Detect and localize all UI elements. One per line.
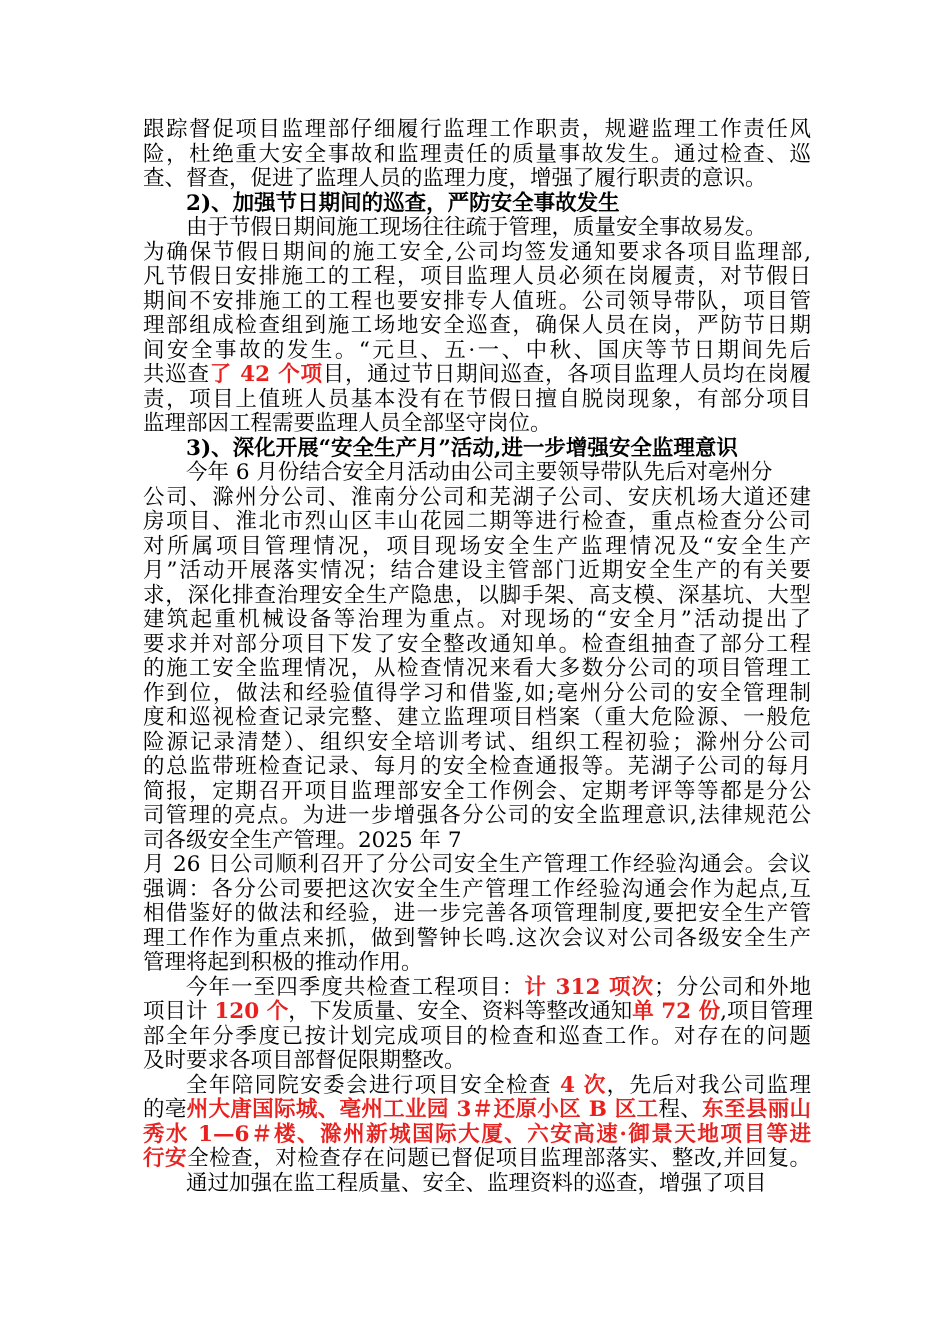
text-line: 求，深化排查治理安全生产隐患，以脚手架、高支模、深基坑、大型 [143, 582, 811, 608]
text-line: 简报，定期召开项目监理部安全工作例会、定期考评等等都是分公 [143, 778, 811, 804]
section-heading: 2)、加强节日期间的巡查，严防安全事故发生 [186, 190, 620, 216]
text-line: 查、督查，促进了监理人员的监理力度，增强了履行职责的意识。 [143, 166, 767, 191]
text-line: 理部组成检查组到施工场地安全巡查，确保人员在岗，严防节日期 [143, 313, 811, 338]
text-line: 理工作作为重点来抓，做到警钟长鸣.这次会议对公司各级安全生产 [143, 925, 811, 951]
text-line: 凡节假日安排施工的工程，项目监理人员必须在岗履责，对节假日 [143, 264, 811, 289]
text-line: 为确保节假日期间的施工安全,公司均签发通知要求各项目监理部, [143, 239, 811, 265]
highlight-text: 计 312 项次 [524, 974, 655, 1000]
text-line: 公司、滁州分公司、淮南分公司和芜湖子公司、安庆机场大道还建 [143, 484, 811, 510]
text-run: 项目计 [143, 999, 215, 1024]
text-line: 期间不安排施工的工程也要安排专人值班。公司领导带队，项目管 [143, 288, 811, 314]
text-run: 今年一至四季度共检查工程项目： [186, 974, 525, 1000]
text-line: 要求并对部分项目下发了安全整改通知单。检查组抽查了部分工程 [143, 631, 811, 657]
text-line: 度和巡视检查记录完整、建立监理项目档案（重大危险源、一般危 [143, 705, 811, 730]
text-line: 月 26 日公司顺利召开了分公司安全生产管理工作经验沟通会。会议 [143, 852, 811, 877]
text-run: 程、 [658, 1097, 703, 1122]
text-run: 目，通过节日期间巡查，各项目监理人员均在岗履 [322, 362, 811, 387]
text-line: 强调：各分公司要把这次安全生产管理工作经验沟通会作为起点,互 [143, 876, 811, 902]
highlight-text: 单 72 份 [632, 999, 721, 1024]
text-line [143, 1098, 811, 1123]
highlight-line: 秀水 1—6＃楼、滁州新城国际大厦、六安高速·御景天地项目等进 [143, 1121, 811, 1147]
text-run: 共巡查 [143, 362, 210, 387]
text-run: ；分公司和外地 [654, 974, 811, 1000]
text-line [143, 1000, 811, 1025]
text-line: 房项目、淮北市烈山区丰山花园二期等进行检查，重点检查分公司 [143, 509, 811, 534]
text-line: 对所属项目管理情况，项目现场安全生产监理情况及“安全生产 [143, 533, 811, 559]
highlight-text: 4 次 [559, 1072, 607, 1098]
text-line: 险，杜绝重大安全事故和监理责任的质量事故发生。通过检查、巡 [143, 141, 811, 167]
text-line: 相借鉴好的做法和经验，进一步完善各项管理制度,要把安全生产管 [143, 901, 811, 926]
highlight-text: 了 42 个项 [209, 362, 323, 387]
text-line [143, 976, 811, 1001]
text-line: 责，项目上值班人员基本没有在节假日擅自脱岗现象，有部分项目 [143, 386, 811, 412]
text-run: 全检查，对检查存在问题已督促项目监理部落实、整改,并回复。 [187, 1146, 811, 1171]
text-run: ，下发质量、安全、资料等整改通知 [288, 999, 633, 1024]
text-line [143, 1147, 811, 1172]
text-line [143, 1074, 811, 1099]
text-run: ，先后对我公司监理 [606, 1072, 811, 1098]
text-line: 部全年分季度已按计划完成项目的检查和巡查工作。对存在的问题 [143, 1023, 811, 1049]
highlight-text: 行安 [143, 1146, 188, 1171]
text-line: 建筑起重机械设备等治理为重点。对现场的“安全月”活动提出了 [143, 607, 811, 632]
text-line: 作到位，做法和经验值得学习和借鉴,如;亳州分公司的安全管理制 [143, 680, 811, 706]
text-line: 月”活动开展落实情况；结合建设主管部门近期安全生产的有关要 [143, 558, 811, 583]
text-line: 监理部因工程需要监理人员全部坚守岗位。 [143, 411, 552, 436]
text-line: 间安全事故的发生。“元旦、五·一、中秋、国庆等节日期间先后 [143, 337, 811, 363]
text-run: 全年陪同院安委会进行项目安全检查 [186, 1072, 560, 1098]
text-line: 通过加强在监工程质量、安全、监理资料的巡查，增强了项目 [186, 1170, 767, 1196]
text-line: 的施工安全监理情况，从检查情况来看大多数分公司的项目管理工 [143, 656, 811, 681]
text-run: ,项目管理 [720, 999, 813, 1024]
highlight-text: 州大唐国际城、亳州工业园 3＃还原小区 B 区工 [186, 1097, 659, 1122]
text-line [143, 363, 811, 388]
text-line: 跟踪督促项目监理部仔细履行监理工作职责，规避监理工作责任风 [143, 117, 811, 142]
text-line: 及时要求各项目部督促限期整改。 [143, 1048, 466, 1073]
text-run: 的亳 [143, 1097, 187, 1122]
text-line: 司各级安全生产管理。2025 年 7 [143, 827, 462, 853]
text-line: 的总监带班检查记录、每月的安全检查通报等。芜湖子公司的每月 [143, 754, 811, 779]
text-line: 险源记录清楚）、组织安全培训考试、组织工程初验；滁州分公司 [143, 729, 811, 755]
section-heading: 3)、深化开展“安全生产月”活动,进一步增强安全监理意识 [186, 435, 738, 461]
document-page [143, 118, 811, 1196]
text-line: 由于节假日期间施工现场往往疏于管理，质量安全事故易发。 [186, 215, 767, 240]
text-line: 司管理的亮点。为进一步增强各分公司的安全监理意识,法律规范公 [143, 803, 811, 828]
highlight-text: 东至县丽山 [702, 1097, 811, 1122]
text-line: 管理将起到积极的推动作用。 [143, 950, 423, 975]
highlight-text: 120 个 [214, 999, 289, 1024]
text-line: 今年 6 月份结合安全月活动由公司主要领导带队先后对亳州分 [186, 460, 773, 485]
